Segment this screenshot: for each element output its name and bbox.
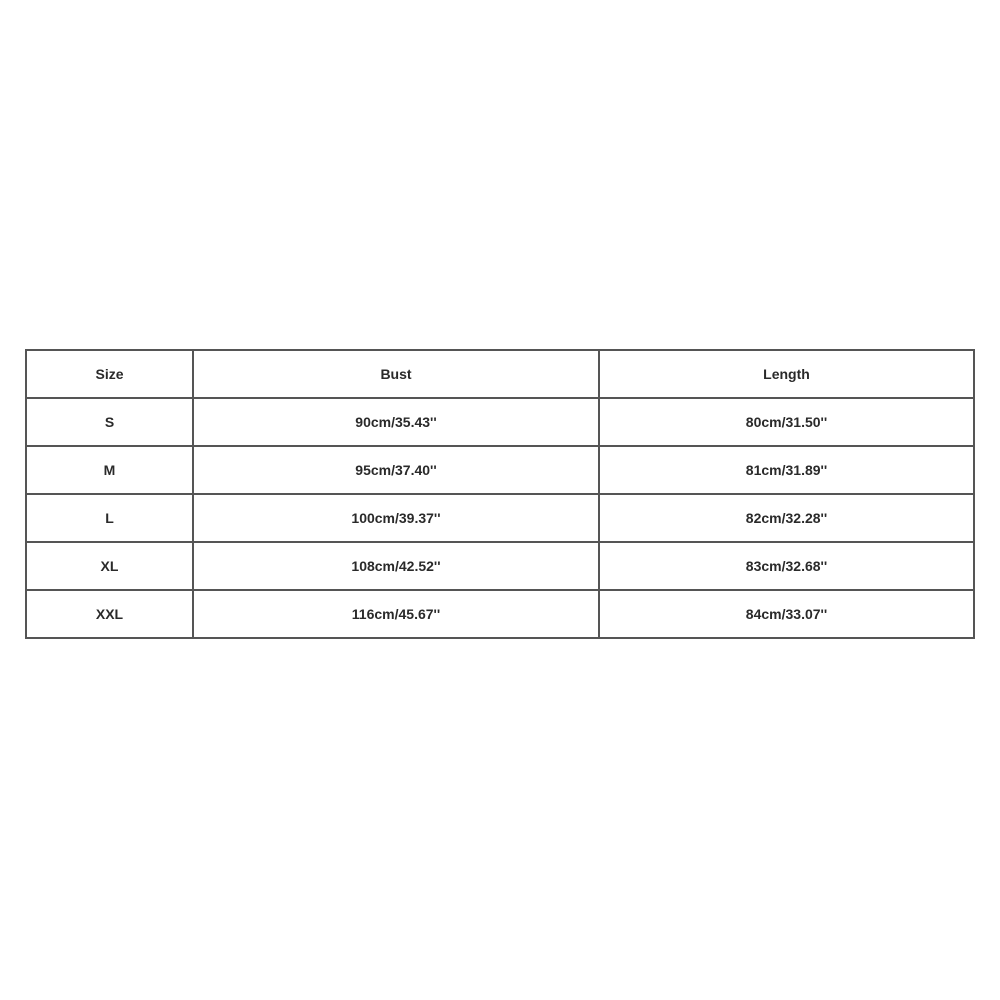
cell-bust: 100cm/39.37'': [193, 494, 599, 542]
table-row: [26, 398, 974, 446]
size-chart-table: [25, 349, 975, 639]
cell-size: XL: [26, 542, 193, 590]
cell-size: S: [26, 398, 193, 446]
cell-length: 82cm/32.28'': [599, 494, 974, 542]
cell-length: 84cm/33.07'': [599, 590, 974, 638]
cell-bust: 108cm/42.52'': [193, 542, 599, 590]
table-row: [26, 542, 974, 590]
cell-bust: 95cm/37.40'': [193, 446, 599, 494]
cell-length: 83cm/32.68'': [599, 542, 974, 590]
cell-size: M: [26, 446, 193, 494]
table-row: [26, 446, 974, 494]
table-header-row: [26, 350, 974, 398]
cell-length: 80cm/31.50'': [599, 398, 974, 446]
table-row: [26, 494, 974, 542]
header-length: Length: [599, 350, 974, 398]
cell-bust: 90cm/35.43'': [193, 398, 599, 446]
cell-size: XXL: [26, 590, 193, 638]
header-bust: Bust: [193, 350, 599, 398]
cell-bust: 116cm/45.67'': [193, 590, 599, 638]
cell-length: 81cm/31.89'': [599, 446, 974, 494]
header-size: Size: [26, 350, 193, 398]
table-row: [26, 590, 974, 638]
cell-size: L: [26, 494, 193, 542]
